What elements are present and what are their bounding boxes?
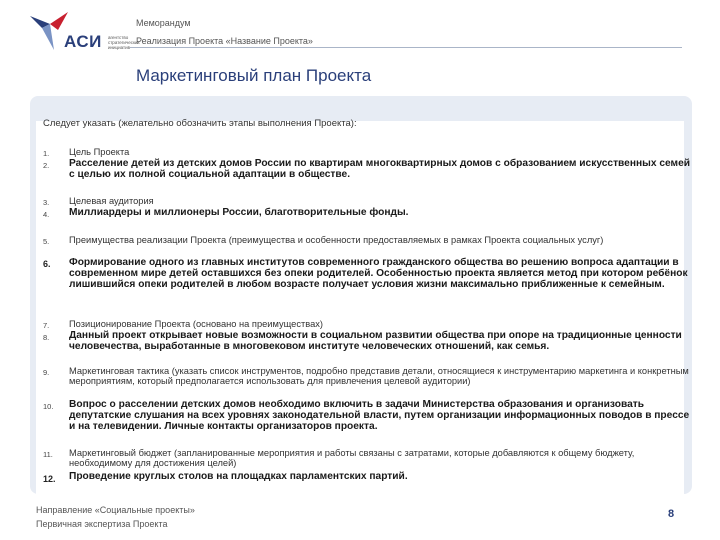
- value-advantages: Формирование одного из главных институтов современного гражданского общества во решению вопроса адаптации в современном мире детей оставшихся без опеки родителей. Особенностью проекта является метод при котором ребёнок лишившийся опеки родителей в любом возрасте получает условия жизни максимально приближенные к семейным.: [69, 257, 688, 290]
- asi-logo: [28, 10, 140, 52]
- item-number: 11.: [43, 450, 53, 459]
- item-number: 6.: [43, 259, 51, 269]
- label-marketing-tactics: Маркетинговая тактика (указать список инструментов, подробно представив детали, относящиеся к инструментарию маркетинга и конкретным мероприятиям, который предполагается использовать для привлечения целевой аудитории): [69, 366, 689, 386]
- item-number: 4.: [43, 210, 50, 219]
- logo-mark-icon: [28, 10, 68, 52]
- page-number: 8: [668, 508, 675, 520]
- logo-subtitle: агентство стратегических инициатив: [108, 35, 140, 50]
- value-target-audience: Миллиардеры и миллионеры России, благотворительные фонды.: [69, 207, 409, 218]
- value-marketing-tactics: Вопрос о расселении детских домов необходимо включить в задачи Министерства образования и организовать депутатские слушания на всех уровнях законодательной власти, путем организации информационных поводов в прессе и на телевидении. Личные контакты организаторов проекта.: [69, 399, 690, 432]
- footer-expertise: Первичная экспертиза Проекта: [36, 519, 168, 529]
- footer-direction: Направление «Социальные проекты»: [36, 505, 195, 515]
- item-number: 5.: [43, 237, 50, 246]
- item-number: 1.: [43, 149, 50, 158]
- value-marketing-budget: Проведение круглых столов на площадках парламентских партий.: [69, 471, 408, 482]
- value-positioning: Данный проект открывает новые возможности в социальном развитии общества при опоре на традиционные ценности человечества, выработанные в многовековом институте человеческих отношений, как семья.: [69, 330, 682, 352]
- item-number: 7.: [43, 321, 50, 330]
- item-number: 2.: [43, 161, 50, 170]
- item-number: 9.: [43, 368, 50, 377]
- item-number: 12.: [43, 474, 56, 484]
- memo-label: Меморандум: [136, 18, 191, 28]
- header-divider: [130, 47, 682, 48]
- logo-text: АСИ: [64, 32, 102, 51]
- item-number: 10.: [43, 402, 54, 411]
- intro-text: Следует указать (желательно обозначить этапы выполнения Проекта):: [43, 118, 357, 129]
- item-number: 3.: [43, 198, 50, 207]
- label-positioning: Позиционирование Проекта (основано на преимуществах): [69, 319, 324, 329]
- label-advantages: Преимущества реализации Проекта (преимущества и особенности предоставляемых в рамках Проекта социальных услуг): [69, 235, 604, 245]
- page-title: Маркетинговый план Проекта: [136, 66, 372, 85]
- item-number: 8.: [43, 333, 50, 342]
- project-subtitle: Реализация Проекта «Название Проекта»: [136, 36, 313, 46]
- value-goal: Расселение детей из детских домов России по квартирам многоквартирных домов с образованием искусственных семей с целью их полной социальной адаптации в обществе.: [69, 158, 691, 180]
- label-target-audience: Целевая аудитория: [69, 196, 154, 206]
- label-goal: Цель Проекта: [69, 147, 130, 157]
- label-marketing-budget: Маркетинговый бюджет (запланированные мероприятия и работы связаны с затратами, которые добавляются к общему бюджету, необходимому для достижения целей): [69, 448, 635, 468]
